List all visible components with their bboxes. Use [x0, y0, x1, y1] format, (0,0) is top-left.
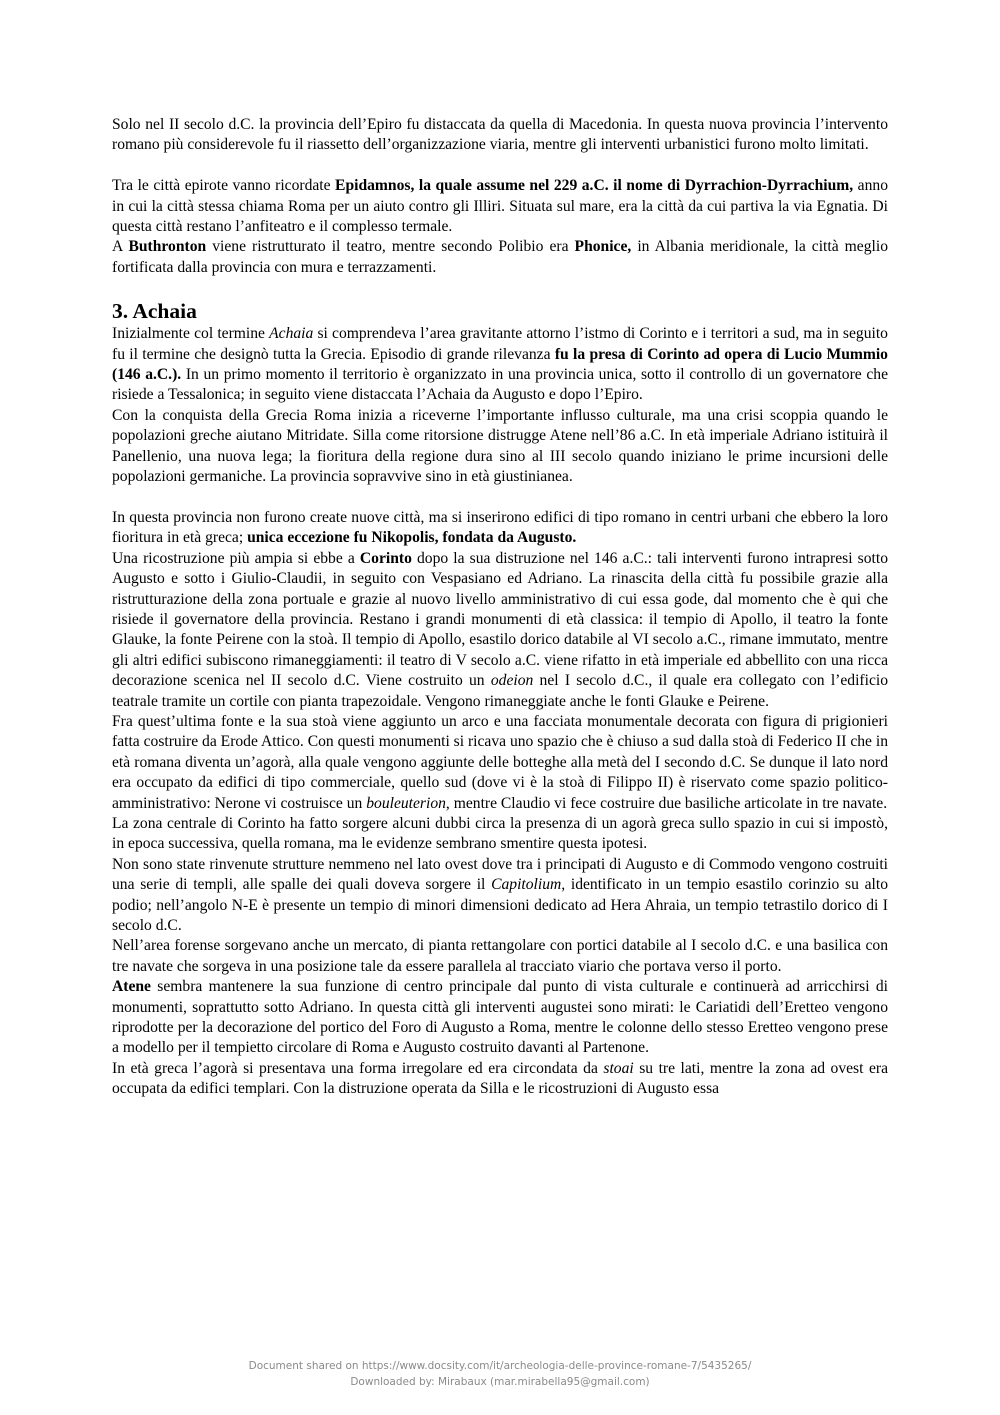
bold-text-run: Epidamnos, la quale assume nel 229 a.C. il nome di Dyrrachion-Dyrrachium,	[335, 177, 854, 195]
text-run: In un primo momento il territorio è organizzato in una provincia unica, sotto il controllo di un governatore che risiede a Tessalonica; in seguito viene distaccata l’Achaia da Augusto e dopo l’Epiro.	[112, 366, 888, 404]
text-run: In età greca l’agorà si presentava una forma irregolare ed era circondata da	[112, 1059, 604, 1077]
paragraph-epidamnos	[112, 176, 888, 237]
paragraph-atene	[112, 977, 888, 1059]
bold-text-run: unica eccezione fu Nikopolis, fondata da Augusto.	[247, 529, 577, 547]
paragraph-gap	[112, 156, 888, 176]
text-run: viene ristrutturato il teatro, mentre secondo Polibio era	[206, 238, 575, 256]
bold-text-run: Buthronton	[128, 238, 207, 256]
text-run: , mentre Claudio vi fece costruire due basiliche articolate in tre navate.	[445, 794, 888, 812]
bold-text-run: fu la presa di Corinto ad opera di Lucio Mummio (146 a.C.).	[112, 345, 888, 384]
paragraph-nikopolis	[112, 508, 888, 549]
text-run: su tre lati, mentre la zona ad ovest era occupata da edifici templari. Con la distruzione operata da Silla e le ricostruzioni di Augusto essa	[112, 1059, 888, 1098]
text-run: Non sono state rinvenute strutture nemmeno nel lato ovest dove tra i principati di Augusto e di Commodo vengono costruiti una serie di templi, alle spalle dei quali doveva sorgere il	[112, 855, 888, 894]
bold-text-run: Phonice,	[574, 238, 632, 256]
text-run: identificato in un tempio esastilo corinzio su alto podio; nell’angolo N-E è presente un tempio di minori dimensioni dedicato ad Hera Ahraia, un tempio tetrastilo dorico di I secolo d.C.	[112, 876, 889, 934]
paragraph-buthronton	[112, 237, 888, 278]
paragraph-achaia-intro	[112, 324, 888, 406]
text-run: Fra quest’ultima fonte e la sua stoà viene aggiunto un arco e una facciata monumentale decorata con figura di prigionieri fatta costruire da Erode Attico. Con questi monumenti si ricava uno spazio che è chiuso a sud dalla stoà di Federico II che in età romana diventa un’agorà, alla quale vengono aggiunte delle botteghe alla metà del I secondo d.C. Se dunque il lato nord era occupato da edifici di tipo commerciale, quello sud (dove vi è la stoà di Filippo II) è riservato come spazio politico-amministrativo: Nerone vi costruisce un	[112, 712, 888, 812]
text-run: anno in cui la città stessa chiama Roma per un aiuto contro gli Illiri. Situata sul mare, era la città da cui partiva la via Egnatia. Di questa città restano l’anfiteatro e il complesso termale.	[112, 177, 888, 236]
text-run: Una ricostruzione più ampia si ebbe a	[112, 549, 360, 567]
text-run: sembra mantenere la sua funzione di centro principale dal punto di vista culturale e continuerà ad arricchirsi di monumenti, soprattutto sotto Adriano. In questa città gli interventi augustei sono mirati: le Cariatidi dell’Eretteo vengono riprodotte per la decorazione del portico del Foro di Augusto a Roma, mentre le colonne dello stesso Eretteo vengono prese a modello per il tempietto circolare di Roma e Augusto costruito davanti al Partenone.	[112, 978, 888, 1057]
text-run: A	[112, 238, 129, 256]
bold-text-run: Corinto	[359, 549, 412, 567]
paragraph-gap	[112, 487, 888, 507]
section-heading-achaia: 3. Achaia	[112, 299, 197, 324]
paragraph-agora-atene	[112, 1059, 888, 1100]
bold-text-run: Atene	[112, 978, 151, 996]
text-run: nel I secolo d.C., il quale era collegato con l’edificio teatrale tramite un cortile con pianta trapezoidale. Vengono rimaneggiate anche le fonti Glauke e Peirene.	[112, 672, 888, 710]
text-run: dopo la sua distruzione nel 146 a.C.: tali interventi furono intrapresi sotto Augusto e sotto i Giulio-Claudii, in seguito con Vespasiano ed Adriano. La rinascita della città fu possibile grazie alla ristrutturazione della zona portuale e grazie al nuovo livello amministrativo di cui essa gode, dal momento che è qui che risiede il governatore della provincia. Restano i grandi monumenti di età classica: il tempio di Apollo, il teatro la fonte Glauke, la fonte Peirene con la stoà. Il tempio di Apollo, esastilo dorico databile al VI secolo a.C., rimane immutato, mentre gli altri edifici subiscono rimaneggiamenti: il teatro di V secolo a.C. viene rifatto in età imperiale ed abbellito con una ricca decorazione scenica nel II secolo d.C. Viene costruito un	[112, 549, 888, 690]
paragraph-zona-centrale: La zona centrale di Corinto ha fatto sorgere alcuni dubbi circa la presenza di un agorà greca sullo spazio in cui si impostò, in epoca successiva, quella romana, ma le evidenze sembrano smentire questa ipotesi.	[112, 814, 888, 853]
paragraph-gap	[112, 278, 888, 298]
italic-text-run: Achaia	[269, 325, 314, 343]
footer-shared-link: Document shared on https://www.docsity.com/it/archeologia-delle-province-romane-7/5435265/	[248, 1360, 752, 1372]
text-run: Tra le città epirote vanno ricordate	[112, 177, 336, 195]
italic-text-run: Capitolium,	[491, 876, 566, 894]
footer-downloaded-by: Downloaded by: Mirabaux (mar.mirabella95@gmail.com)	[350, 1376, 650, 1388]
paragraph-area-forense: Nell’area forense sorgevano anche un mercato, di pianta rettangolare con portici databile al I secolo d.C. e una basilica con tre navate che sorgeva in una posizione tale da essere parallela al tracciato viario che portava verso il porto.	[112, 937, 888, 975]
italic-text-run: stoai	[603, 1059, 634, 1077]
paragraph-conquista-grecia: Con la conquista della Grecia Roma inizia a riceverne l’importante influsso culturale, ma una crisi scoppia quando le popolazioni greche aiutano Mitridate. Silla come ritorsione distrugge Atene nell’86 a.C. In età imperiale Adriano istituirà il Panellenio, una nuova lega; la fioritura della regione dura sino al III secolo quando iniziano le prime incursioni delle popolazioni germaniche. La provincia sopravvive sino in età giustinianea.	[112, 406, 888, 486]
paragraph-capitolium	[112, 855, 888, 937]
text-run: in Albania meridionale, la città meglio fortificata dalla provincia con mura e terrazzamenti.	[112, 238, 888, 276]
text-run: si comprendeva l’area gravitante attorno l’istmo di Corinto e i territori a sud, ma in seguito fu il termine che designò tutta la Grecia. Episodio di grande rilevanza	[112, 325, 888, 363]
document-footer	[0, 1358, 1000, 1390]
italic-text-run: odeion	[490, 672, 534, 690]
paragraph-epiro-province: Solo nel II secolo d.C. la provincia dell’Epiro fu distaccata da quella di Macedonia. In questa nuova provincia l’intervento romano più considerevole fu il riassetto dell’organizzazione viaria, mentre gli interventi urbanistici furono molto limitati.	[112, 116, 888, 154]
paragraph-corinto	[112, 549, 888, 712]
italic-text-run: bouleuterion	[366, 794, 446, 812]
text-run: In questa provincia non furono create nuove città, ma si inserirono edifici di tipo romano in centri urbani che ebbero la loro fioritura in età greca;	[112, 508, 888, 547]
text-run: Inizialmente col termine	[112, 325, 270, 343]
paragraph-agora-corinto	[112, 712, 888, 814]
